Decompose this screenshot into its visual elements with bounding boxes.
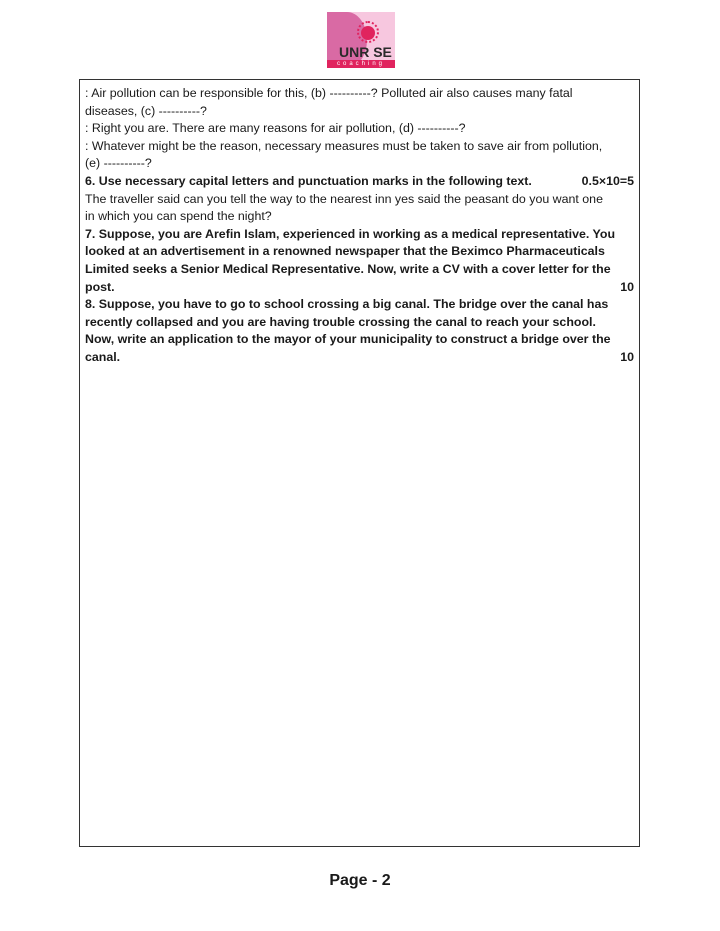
dialogue-line: : Air pollution can be responsible for this, (b) ----------? Polluted air also causes many fatal (85, 86, 573, 100)
sunrise-coaching-logo (327, 12, 395, 68)
logo-text: UNR SE (339, 44, 392, 60)
question-8-text: 8. Suppose, you have to go to school crossing a big canal. The bridge over the canal has (85, 297, 609, 312)
question-8-marks: 10 (620, 349, 634, 364)
logo-subtitle: coaching (327, 60, 395, 68)
question-8-text: recently collapsed and you are having trouble crossing the canal to reach your school. (85, 314, 596, 329)
question-6-text: The traveller said can you tell the way to the nearest inn yes said the peasant do you want one (85, 191, 603, 206)
dialogue-line: diseases, (c) ----------? (85, 103, 207, 118)
question-6-title: 6. Use necessary capital letters and punctuation marks in the following text. (85, 173, 532, 188)
question-8-last-line (85, 349, 634, 367)
question-7-last-line (85, 279, 634, 297)
dialogue-line: : Whatever might be the reason, necessary measures must be taken to save air from pollution, (85, 138, 603, 153)
question-6-text: in which you can spend the night? (85, 209, 272, 224)
dialogue-line: : Right you are. There are many reasons for air pollution, (d) ----------? (85, 121, 466, 136)
question-7-text: Limited seeks a Senior Medical Representative. Now, write a CV with a cover letter for the (85, 261, 611, 276)
question-7-text: post. (85, 279, 115, 294)
question-box (79, 79, 640, 847)
page-number: Page - 2 (329, 872, 391, 889)
question-7-marks: 10 (620, 279, 634, 294)
question-8-text: Now, write an application to the mayor of your municipality to construct a bridge over the (85, 332, 611, 347)
question-7-text: 7. Suppose, you are Arefin Islam, experienced in working as a medical representative. You (85, 226, 616, 241)
question-8-text: canal. (85, 349, 121, 364)
dialogue-line: (e) ----------? (85, 156, 152, 171)
logo-sun-icon (361, 26, 375, 40)
question-6-heading (85, 173, 634, 191)
question-6-marks: 0.5×10=5 (581, 173, 634, 188)
question-7-text: looked at an advertisement in a renowned newspaper that the Beximco Pharmaceuticals (85, 244, 605, 259)
